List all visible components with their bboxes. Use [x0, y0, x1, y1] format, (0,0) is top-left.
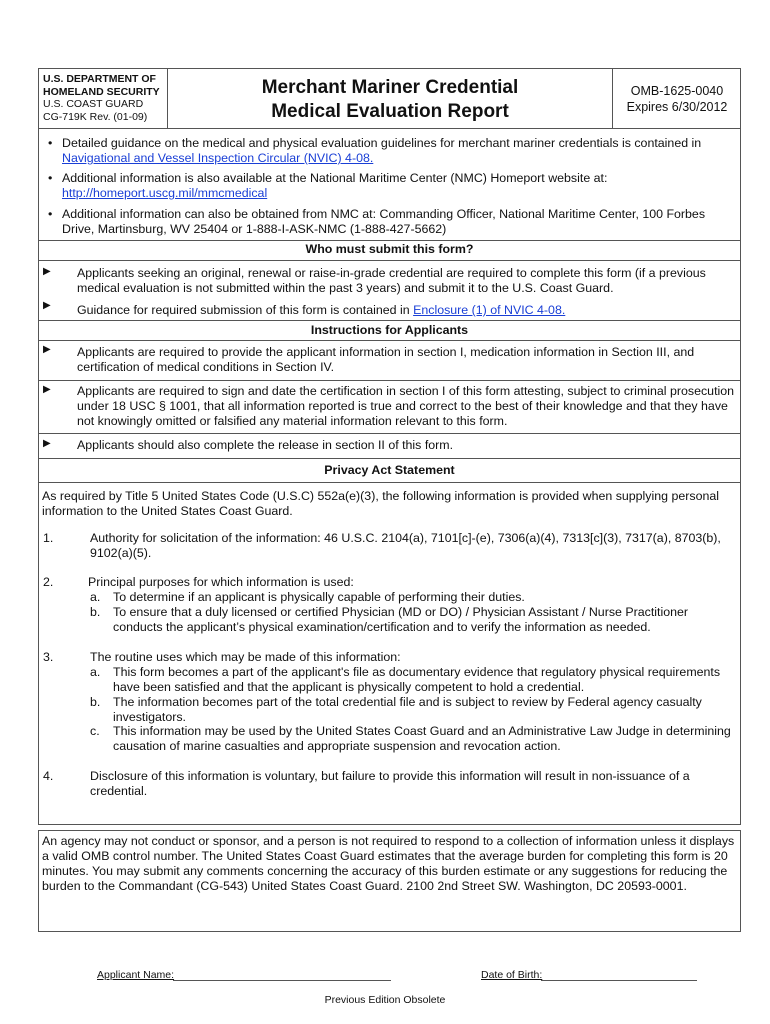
- privacy-intro: As required by Title 5 United States Code (U.S.C) 552a(e)(3), the following information is provided when supplying personal information to the United States Coast Guard.: [42, 489, 720, 518]
- privacy-subitem: This form becomes a part of the applicant's file as documentary evidence that regulatory physical requirements have been satisfied and that the applicant is physically competent to hold a credential.: [113, 665, 721, 694]
- instruction-item: Applicants should also complete the release in section II of this form.: [77, 438, 454, 452]
- omb-number: OMB-1625-0040: [630, 84, 724, 98]
- sub-letter: a.: [90, 665, 101, 679]
- applicant-name-field[interactable]: [173, 968, 391, 981]
- title-line1: Merchant Mariner Credential: [261, 77, 519, 98]
- privacy-item: Authority for solicitation of the information: 46 U.S.C. 2104(a), 7101[c]-(e), 7306(a)(4), 7313[c](3), 7317(a), 8703(b), 9102(a)(5).: [90, 531, 721, 560]
- bullet-item: • Additional information can also be obtained from NMC at: Commanding Officer, National Maritime Center, 100 Forbes Drive, Martinsburg, WV 25404 or 1-888-I-ASK-NMC (1-888-427-5662): [48, 207, 738, 237]
- who-item-text: Guidance for required submission of this form is contained in: [77, 303, 414, 317]
- divider: [38, 320, 741, 321]
- item-number: 2.: [43, 575, 54, 589]
- divider: [38, 260, 741, 261]
- privacy-heading: Privacy Act Statement: [324, 463, 455, 477]
- date-of-birth-field[interactable]: [541, 968, 697, 981]
- bullet-text: Detailed guidance on the medical and physical evaluation guidelines for merchant mariner credentials is contained in: [62, 136, 702, 150]
- arrow-bullet-icon: ▶: [43, 384, 51, 395]
- instruction-item: Applicants are required to sign and date the certification in section I of this form attesting, subject to criminal prosecution under 18 USC § 1001, that all information reported is true and correct to the best of their knowledge and that they have not knowingly omitted or falsified any material information relevant to this form.: [77, 384, 735, 428]
- arrow-bullet-icon: ▶: [43, 344, 51, 355]
- nvic-link[interactable]: Navigational and Vessel Inspection Circular (NVIC) 4-08.: [62, 151, 374, 165]
- privacy-subitem: This information may be used by the United States Coast Guard and an Administrative Law Judge in determining causation of marine casualties and appropriate suspension and revocation action.: [113, 724, 731, 753]
- item-number: 4.: [43, 769, 54, 783]
- divider: [38, 240, 741, 241]
- divider: [38, 340, 741, 341]
- divider: [38, 458, 741, 459]
- date-of-birth-label: Date of Birth:: [481, 969, 543, 981]
- sub-letter: b.: [90, 695, 101, 709]
- who-item: [77, 303, 737, 318]
- divider: [38, 482, 741, 483]
- sub-letter: b.: [90, 605, 101, 619]
- privacy-item: Disclosure of this information is voluntary, but failure to provide this information will result in non-issuance of a credential.: [90, 769, 690, 798]
- privacy-subitem: To ensure that a duly licensed or certified Physician (MD or DO) / Physician Assistant / Nurse Practitioner conducts the applicant’s physical examination/certification and to verify the information as needed.: [113, 605, 689, 634]
- agency: U.S. COAST GUARD: [43, 98, 144, 110]
- privacy-item: Principal purposes for which information is used:: [88, 575, 354, 589]
- bullet-text: Additional information is also available at the National Maritime Center (NMC) Homeport website at:: [62, 171, 608, 185]
- privacy-item: The routine uses which may be made of this information:: [90, 650, 401, 664]
- bullet-item: • Detailed guidance on the medical and physical evaluation guidelines for merchant mariner credentials is contained in Navigational and Vessel Inspection Circular (NVIC) 4-08.: [48, 136, 702, 165]
- omb-block: [613, 83, 741, 115]
- privacy-subitem: The information becomes part of the total credential file and is subject to review by Federal agency casualty investigators.: [113, 695, 702, 724]
- item-number: 1.: [43, 531, 54, 545]
- sub-letter: a.: [90, 590, 101, 604]
- privacy-subitem: To determine if an applicant is physically capable of performing their duties.: [113, 590, 525, 604]
- item-number: 3.: [43, 650, 54, 664]
- divider: [38, 128, 741, 129]
- enclosure-link[interactable]: Enclosure (1) of NVIC 4-08.: [413, 303, 566, 317]
- who-item: Applicants seeking an original, renewal or raise-in-grade credential are required to complete this form (if a previous medical evaluation is not submitted within the past 3 years) and submit it to the U.S. Coast Guard.: [77, 266, 706, 295]
- form-id: CG-719K Rev. (01-09): [43, 110, 148, 123]
- divider: [38, 433, 741, 434]
- bullet-text: Additional information can also be obtained from NMC at: Commanding Officer, National Maritime Center, 100 Forbes Drive, Martinsburg, WV 25404 or 1-888-I-ASK-NMC (1-888-427-5662): [62, 207, 706, 236]
- title-line2: Medical Evaluation Report: [271, 101, 509, 122]
- divider: [38, 380, 741, 381]
- burden-statement: An agency may not conduct or sponsor, and a person is not required to respond to a collection of information unless it displays a valid OMB control number. The United States Coast Guard estimates that the average burden for completing this form is 20 minutes. You may submit any comments concerning the accuracy of this burden estimate or any suggestions for reducing the burden to the Commandant (CG-543) United States Coast Guard. 2100 2nd Street SW. Washington, DC 20593-0001.: [42, 834, 735, 893]
- page-title: [168, 76, 612, 124]
- dept-line2: HOMELAND SECURITY: [43, 85, 160, 98]
- sub-letter: c.: [90, 724, 100, 738]
- who-heading: Who must submit this form?: [305, 242, 474, 256]
- arrow-bullet-icon: ▶: [43, 266, 51, 277]
- homeport-link[interactable]: http://homeport.uscg.mil/mmcmedical: [62, 186, 268, 200]
- expiration-date: Expires 6/30/2012: [626, 100, 728, 114]
- bullet-item: • Additional information is also available at the National Maritime Center (NMC) Homeport website at: http://homeport.uscg.mil/mmcmedical: [48, 171, 608, 200]
- dept-line1: U.S. DEPARTMENT OF: [43, 73, 156, 85]
- arrow-bullet-icon: ▶: [43, 438, 51, 449]
- instruction-item: Applicants are required to provide the applicant information in section I, medication information in Section III, and certification of medical conditions in Section IV.: [77, 345, 695, 374]
- applicant-name-label: Applicant Name:: [97, 969, 175, 981]
- edition-note: Previous Edition Obsolete: [324, 994, 446, 1006]
- arrow-bullet-icon: ▶: [43, 300, 51, 311]
- department-block: [43, 73, 160, 123]
- instructions-heading: Instructions for Applicants: [310, 323, 469, 337]
